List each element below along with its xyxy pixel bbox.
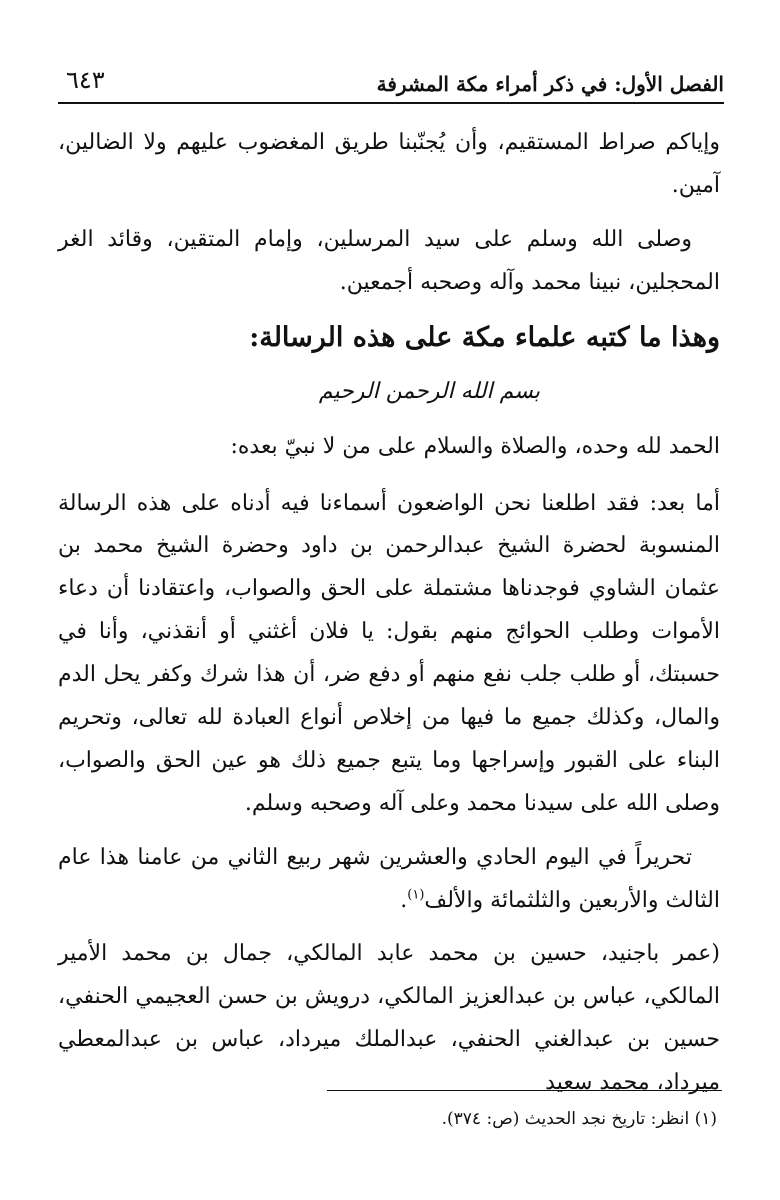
footnote-separator [327,1090,722,1091]
page-header [58,64,724,104]
praise-line: الحمد لله وحده، والصلاة والسلام على من لا نبيّ بعده: [230,433,720,459]
basmala: بسم الله الرحمن الرحيم [318,378,540,404]
paragraph-3: أما بعد: فقد اطلعنا نحن الواضعون أسماءنا فيه أدناه على هذه الرسالة المنسوبة لحضرة الشيخ عبدالرحمن بن داود وحضرة الشيخ محمد بن عثمان الشاوي فوجدناها مشتملة على الحق والصواب، واعتقادنا أن دعاء الأموات وطلب الحوائج منهم بقول: يا فلان أغثني أو أنقذني، وأنا في حسبتك، أو طلب جلب نفع منهم أو دفع ضر، أن هذا شرك وكفر يحل الدم والمال، وكذلك جميع ما فيها من إخلاص أنواع العبادة لله تعالى، وتحريم البناء على القبور وإسراجها وما يتبع جميع ذلك هو عين الحق والصواب، وصلى الله على سيدنا محمد وعلى آله وصحبه وسلم. [58,490,720,816]
page-number: ٦٤٣ [66,66,105,94]
paragraph-4-end: . [400,887,408,913]
paragraph-5: (عمر باجنيد، حسين بن محمد عابد المالكي، جمال بن محمد الأمير المالكي، عباس بن عبدالعزيز المالكي، درويش بن حسن العجيمي الحنفي، حسين بن عبدالغني الحنفي، عبدالملك ميرداد، عباس بن عبدالمعطي ميرداد، محمد سعيد [58,941,720,1096]
footnote-marker: (١) [407,887,425,903]
running-title: الفصل الأول: في ذكر أمراء مكة المشرفة [376,72,724,96]
main-text [58,122,720,1105]
paragraph-4-text: تحريراً في اليوم الحادي والعشرين شهر ربيع الثاني من عامنا هذا عام الثالث والأربعين والثلثمائة والألف [58,844,720,913]
paragraph-2: وصلى الله وسلم على سيد المرسلين، وإمام المتقين، وقائد الغر المحجلين، نبينا محمد وآله وصحبه أجمعين. [58,226,720,295]
section-heading: وهذا ما كتبه علماء مكة على هذه الرسالة: [249,321,720,353]
footnote: (١) انظر: تاريخ نجد الحديث (ص: ٣٧٤). [441,1109,717,1129]
paragraph-1: وإياكم صراط المستقيم، وأن يُجنّبنا طريق المغضوب عليهم ولا الضالين، آمين. [58,130,720,198]
paragraph-4 [58,837,720,923]
